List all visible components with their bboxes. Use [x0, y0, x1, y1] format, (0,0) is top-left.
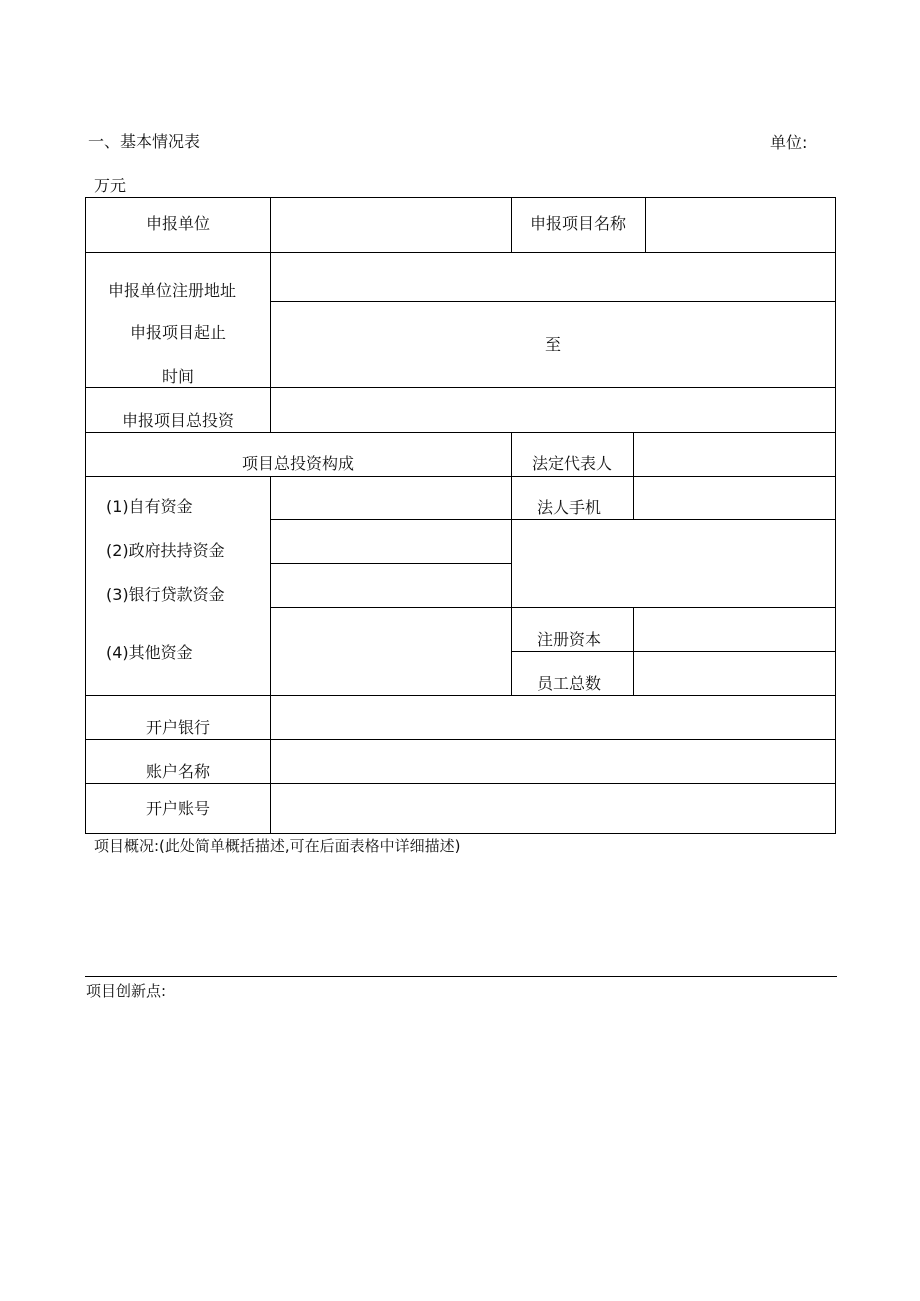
table-rule — [511, 651, 835, 652]
total-investment-field[interactable] — [272, 389, 833, 430]
gov-funds-field[interactable] — [272, 521, 509, 561]
gov-funds-label: (2)政府扶持资金 — [106, 541, 225, 560]
own-funds-field[interactable] — [272, 478, 509, 517]
other-funds-label: (4)其他资金 — [106, 643, 193, 662]
period-label-line2: 时间 — [161, 367, 195, 386]
overview-divider — [85, 976, 837, 977]
registered-capital-label: 注册资本 — [536, 630, 602, 649]
table-rule — [85, 476, 835, 477]
table-rule — [270, 301, 835, 302]
table-rule — [85, 432, 835, 433]
project-name-field[interactable] — [647, 199, 833, 250]
own-funds-label: (1)自有资金 — [106, 497, 193, 516]
table-border — [835, 197, 836, 833]
legal-rep-field[interactable] — [635, 434, 833, 474]
other-funds-field[interactable] — [272, 609, 509, 693]
table-border — [85, 197, 86, 833]
legal-phone-label: 法人手机 — [536, 498, 602, 517]
account-name-label: 账户名称 — [145, 762, 211, 781]
employees-field[interactable] — [635, 653, 833, 693]
table-rule — [85, 739, 835, 740]
table-rule — [645, 197, 646, 252]
table-border — [85, 197, 835, 198]
address-field[interactable] — [272, 254, 833, 299]
overview-label: 项目概况:(此处简单概括描述,可在后面表格中详细描述) — [94, 837, 461, 855]
table-rule — [633, 607, 634, 695]
innovation-field[interactable] — [85, 1004, 836, 1204]
table-rule — [85, 783, 835, 784]
legal-rep-label: 法定代表人 — [531, 454, 613, 473]
table-rule — [270, 695, 271, 833]
innovation-label: 项目创新点: — [86, 982, 167, 1000]
account-number-field[interactable] — [272, 785, 833, 831]
period-to-text: 至 — [544, 335, 562, 354]
account-name-field[interactable] — [272, 741, 833, 781]
bank-field[interactable] — [272, 697, 833, 737]
registered-capital-field[interactable] — [635, 609, 833, 649]
table-rule — [270, 563, 511, 564]
bank-loan-field[interactable] — [272, 565, 509, 605]
applicant-field[interactable] — [272, 199, 509, 250]
period-label-line1: 申报项目起止 — [129, 323, 227, 342]
unit-value: 万元 — [94, 176, 127, 195]
table-rule — [633, 432, 634, 519]
unit-label: 单位: — [770, 133, 808, 152]
table-rule — [85, 695, 835, 696]
table-border — [85, 833, 836, 834]
table-rule — [85, 252, 835, 253]
table-rule — [511, 197, 512, 252]
applicant-label: 申报单位 — [145, 214, 211, 233]
account-number-label: 开户账号 — [145, 799, 211, 818]
employees-label: 员工总数 — [536, 674, 602, 693]
overview-field[interactable] — [85, 858, 836, 975]
table-rule — [270, 607, 835, 608]
table-rule — [511, 432, 512, 695]
table-rule — [85, 387, 835, 388]
legal-phone-field[interactable] — [635, 478, 833, 517]
table-rule — [270, 519, 835, 520]
investment-composition-label: 项目总投资构成 — [241, 454, 355, 473]
bank-loan-label: (3)银行贷款资金 — [106, 585, 225, 604]
address-label: 申报单位注册地址 — [107, 281, 237, 300]
bank-label: 开户银行 — [145, 718, 211, 737]
section-title: 一、基本情况表 — [88, 132, 201, 151]
table-rule — [270, 476, 271, 695]
project-name-label: 申报项目名称 — [529, 214, 627, 233]
table-rule — [270, 197, 271, 432]
total-investment-label: 申报项目总投资 — [121, 411, 235, 430]
